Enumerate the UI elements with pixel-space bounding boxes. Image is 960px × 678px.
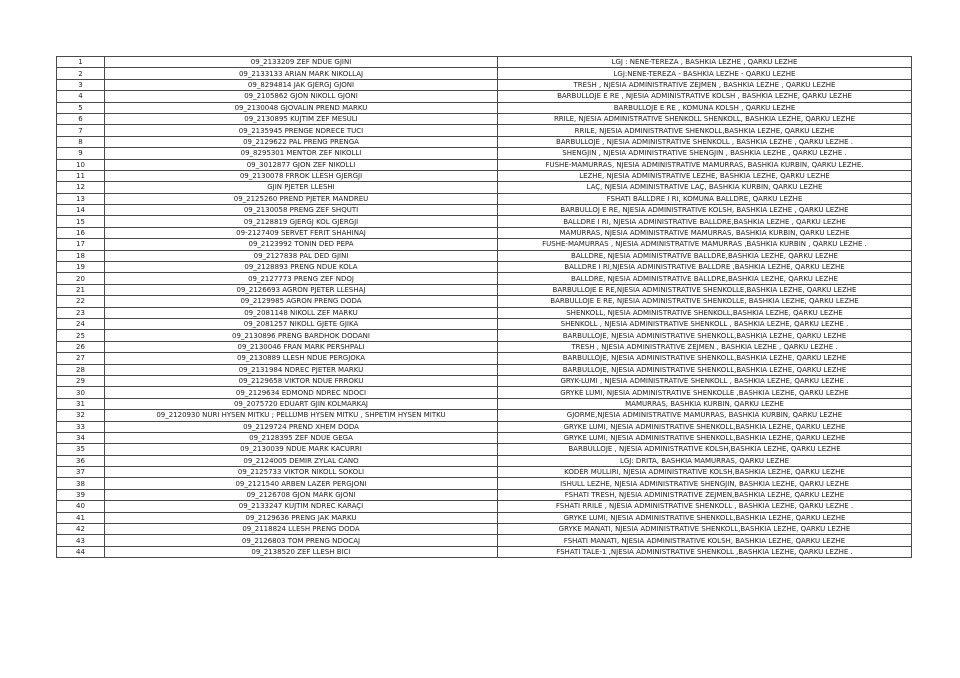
location-cell: GRYKE LUMI, NJESIA ADMINISTRATIVE SHENKOLL,BASHKIA LEZHE, QARKU LEZHE bbox=[498, 432, 912, 443]
parcel-owner-cell: 09_2130896 PRENG BARDHOK DODANI bbox=[105, 330, 498, 341]
table-row bbox=[57, 467, 912, 478]
parcel-owner-cell: 09_2133247 KUJTIM NDREC KARAÇI bbox=[105, 501, 498, 512]
location-cell: BARBULLOJE E RE, NJESIA ADMINISTRATIVE SHENKOLLE, BASHKIA LEZHE, QARKU LEZHE bbox=[498, 296, 912, 307]
row-number-cell: 27 bbox=[57, 353, 105, 364]
row-number-cell: 44 bbox=[57, 546, 105, 557]
row-number-cell: 33 bbox=[57, 421, 105, 432]
row-number-cell: 3 bbox=[57, 79, 105, 90]
registry-table bbox=[56, 56, 912, 558]
parcel-owner-cell: 09_2130046 FRAN MARK PERSHPALI bbox=[105, 341, 498, 352]
table-row bbox=[57, 91, 912, 102]
location-cell: BALLDRE I RI,NJESIA ADMINISTRATIVE BALLDRE ,BASHKIA LEZHE, QARKU LEZHE bbox=[498, 262, 912, 273]
parcel-owner-cell: 09_2138520 ZEF LLESH BICI bbox=[105, 546, 498, 557]
row-number-cell: 23 bbox=[57, 307, 105, 318]
table-row bbox=[57, 387, 912, 398]
table-row bbox=[57, 227, 912, 238]
parcel-owner-cell: 09_2123992 TONIN DED PEPA bbox=[105, 239, 498, 250]
row-number-cell: 30 bbox=[57, 387, 105, 398]
row-number-cell: 20 bbox=[57, 273, 105, 284]
parcel-owner-cell: 09_2129634 EDMOND NDREC NDOCI bbox=[105, 387, 498, 398]
parcel-owner-cell: 09_2133209 ZEF NDUE GJINI bbox=[105, 57, 498, 68]
row-number-cell: 32 bbox=[57, 410, 105, 421]
table-row bbox=[57, 410, 912, 421]
location-cell: MAMURRAS, BASHKIA KURBIN, QARKU LEZHE bbox=[498, 398, 912, 409]
parcel-owner-cell: 09_2125260 PREND PJETER MANDREU bbox=[105, 193, 498, 204]
location-cell: RRILE, NJESIA ADMINISTRATIVE SHENKOLL SHENKOLL, BASHKIA LEZHE, QARKU LEZHE bbox=[498, 113, 912, 124]
parcel-owner-cell: 09_2125733 VIKTOR NIKOLL SOKOLI bbox=[105, 467, 498, 478]
table-row bbox=[57, 455, 912, 466]
location-cell: RRILE, NJESIA ADMINISTRATIVE SHENKOLL,BASHKIA LEZHE, QARKU LEZHE bbox=[498, 125, 912, 136]
location-cell: LGJ : NENE-TEREZA , BASHKIA LEZHE , QARKU LEZHE bbox=[498, 57, 912, 68]
parcel-owner-cell: 09_2129622 PAL PRENG PRENGA bbox=[105, 136, 498, 147]
parcel-owner-cell: 09_2129658 VIKTOR NDUE FRROKU bbox=[105, 375, 498, 386]
table-row bbox=[57, 307, 912, 318]
row-number-cell: 24 bbox=[57, 318, 105, 329]
table-row bbox=[57, 113, 912, 124]
location-cell: FSHATI TALE-1 ,NJESIA ADMINISTRATIVE SHENKOLL ,BASHKIA LEZHE, QARKU LEZHE . bbox=[498, 546, 912, 557]
parcel-owner-cell: 09_2130039 NDUE MARK KACURRI bbox=[105, 444, 498, 455]
table-row bbox=[57, 159, 912, 170]
location-cell: TRESH , NJESIA ADMINISTRATIVE ZEJMEN , BASHKIA LEZHE , QARKU LEZHE bbox=[498, 79, 912, 90]
table-row bbox=[57, 512, 912, 523]
registry-table-body bbox=[57, 57, 912, 558]
parcel-owner-cell: GJIN PJETER LLESHI bbox=[105, 182, 498, 193]
row-number-cell: 18 bbox=[57, 250, 105, 261]
parcel-owner-cell: 09_2105862 GJON NIKOLL GJONI bbox=[105, 91, 498, 102]
row-number-cell: 37 bbox=[57, 467, 105, 478]
row-number-cell: 36 bbox=[57, 455, 105, 466]
parcel-owner-cell: 09_2135945 PRENGE NDRECE TUCI bbox=[105, 125, 498, 136]
row-number-cell: 38 bbox=[57, 478, 105, 489]
row-number-cell: 21 bbox=[57, 284, 105, 295]
location-cell: MAMURRAS, NJESIA ADMINISTRATIVE MAMURRAS, BASHKIA KURBIN, QARKU LEZHE bbox=[498, 227, 912, 238]
row-number-cell: 17 bbox=[57, 239, 105, 250]
table-row bbox=[57, 205, 912, 216]
location-cell: SHENKOLL , NJESIA ADMINISTRATIVE SHENKOLL , BASHKIA LEZHE, QARKU LEZHE . bbox=[498, 318, 912, 329]
location-cell: BARBULLOJ E RE, NJESIA ADMINISTRATIVE KOLSH, BASHKIA LEZHE , QARKU LEZHE bbox=[498, 205, 912, 216]
location-cell: GRYKE MANATI, NJESIA ADMINISTRATIVE SHENKOLL,BASHKIA LEZHE, QARKU LEZHE bbox=[498, 524, 912, 535]
row-number-cell: 40 bbox=[57, 501, 105, 512]
table-row bbox=[57, 193, 912, 204]
parcel-owner-cell: 09_2128893 PRENG NDUE KOLA bbox=[105, 262, 498, 273]
row-number-cell: 41 bbox=[57, 512, 105, 523]
row-number-cell: 42 bbox=[57, 524, 105, 535]
location-cell: FSHATI RRILE , NJESIA ADMINISTRATIVE SHENKOLL , BASHKIA LEZHE, QARKU LEZHE . bbox=[498, 501, 912, 512]
table-row bbox=[57, 136, 912, 147]
table-row bbox=[57, 375, 912, 386]
table-row bbox=[57, 262, 912, 273]
row-number-cell: 11 bbox=[57, 170, 105, 181]
parcel-owner-cell: 09_2126708 GJON MARK GJONI bbox=[105, 489, 498, 500]
table-row bbox=[57, 398, 912, 409]
row-number-cell: 22 bbox=[57, 296, 105, 307]
parcel-owner-cell: 09_2127773 PRENG ZEF NDOJ bbox=[105, 273, 498, 284]
table-row bbox=[57, 57, 912, 68]
location-cell: BARBULLOJE , NJESIA ADMINISTRATIVE SHENKOLL , BASHKIA LEZHE , QARKU LEZHE . bbox=[498, 136, 912, 147]
location-cell: FUSHE-MAMURRAS , NJESIA ADMINISTRATIVE MAMURRAS ,BASHKIA KURBIN , QARKU LEZHE . bbox=[498, 239, 912, 250]
row-number-cell: 25 bbox=[57, 330, 105, 341]
parcel-owner-cell: 09_2129636 PRENG JAK MARKU bbox=[105, 512, 498, 523]
row-number-cell: 12 bbox=[57, 182, 105, 193]
location-cell: FUSHE-MAMURRAS, NJESIA ADMINISTRATIVE MAMURRAS, BASHKIA KURBIN, QARKU LEZHE. bbox=[498, 159, 912, 170]
location-cell: LGJ: DRITA, BASHKIA MAMURRAS, QARKU LEZHE bbox=[498, 455, 912, 466]
location-cell: GRYKE LUMI, NJESIA ADMINISTRATIVE SHENKOLLE ,BASHKIA LEZHE, QARKU LEZHE bbox=[498, 387, 912, 398]
parcel-owner-cell: 09_2133133 ARIAN MARK NIKOLLAJ bbox=[105, 68, 498, 79]
table-row bbox=[57, 79, 912, 90]
parcel-owner-cell: 09_2127838 PAL DED GJINI bbox=[105, 250, 498, 261]
row-number-cell: 29 bbox=[57, 375, 105, 386]
row-number-cell: 16 bbox=[57, 227, 105, 238]
parcel-owner-cell: 09_2081257 NIKOLL GJETE GJIKA bbox=[105, 318, 498, 329]
parcel-owner-cell: 09_2131984 NDREC PJETER MARKU bbox=[105, 364, 498, 375]
parcel-owner-cell: 09_2130895 KUJTIM ZEF MESULI bbox=[105, 113, 498, 124]
parcel-owner-cell: 09_2126803 TOM PRENG NDOCAJ bbox=[105, 535, 498, 546]
location-cell: FSHATI BALLDRE I RI, KOMUNA BALLDRE, QARKU LEZHE bbox=[498, 193, 912, 204]
table-row bbox=[57, 182, 912, 193]
table-row bbox=[57, 330, 912, 341]
location-cell: GRYKE LUMI, NJESIA ADMINISTRATIVE SHENKOLL,BASHKIA LEZHE, QARKU LEZHE bbox=[498, 421, 912, 432]
row-number-cell: 31 bbox=[57, 398, 105, 409]
location-cell: LGJ:NENE-TEREZA - BASHKIA LEZHE - QARKU LEZHE bbox=[498, 68, 912, 79]
row-number-cell: 35 bbox=[57, 444, 105, 455]
location-cell: KODER MULLIRI, NJESIA ADMINISTRATIVE KOLSH,BASHKIA LEZHE, QARKU LEZHE bbox=[498, 467, 912, 478]
table-row bbox=[57, 296, 912, 307]
parcel-owner-cell: 09_2124005 DEMIR ZYLAL CANO bbox=[105, 455, 498, 466]
table-row bbox=[57, 125, 912, 136]
row-number-cell: 13 bbox=[57, 193, 105, 204]
parcel-owner-cell: 09_8295301 MENTOR ZEF NIKOLLI bbox=[105, 148, 498, 159]
table-row bbox=[57, 524, 912, 535]
table-row bbox=[57, 250, 912, 261]
table-row bbox=[57, 501, 912, 512]
parcel-owner-cell: 09_2128819 GJERGJ KOL GJERGJI bbox=[105, 216, 498, 227]
row-number-cell: 7 bbox=[57, 125, 105, 136]
table-row bbox=[57, 239, 912, 250]
location-cell: LEZHE, NJESIA ADMINISTRATIVE LEZHE, BASHKIA LEZHE, QARKU LEZHE bbox=[498, 170, 912, 181]
parcel-owner-cell: 09_2129724 PREND XHEM DODA bbox=[105, 421, 498, 432]
table-row bbox=[57, 102, 912, 113]
table-row bbox=[57, 353, 912, 364]
parcel-owner-cell: 09_2130058 PRENG ZEF SHQUTI bbox=[105, 205, 498, 216]
location-cell: LAÇ, NJESIA ADMINISTRATIVE LAÇ, BASHKIA KURBIN, QARKU LEZHE bbox=[498, 182, 912, 193]
row-number-cell: 4 bbox=[57, 91, 105, 102]
location-cell: GRYKE LUMI, NJESIA ADMINISTRATIVE SHENKOLL,BASHKIA LEZHE, QARKU LEZHE bbox=[498, 512, 912, 523]
location-cell: GJORME,NJESIA ADMINISTRATIVE MAMURRAS, BASHKIA KURBIN, QARKU LEZHE bbox=[498, 410, 912, 421]
location-cell: SHENGJIN , NJESIA ADMINISTRATIVE SHENGJIN , BASHKIA LEZHE , QARKU LEZHE . bbox=[498, 148, 912, 159]
table-row bbox=[57, 341, 912, 352]
parcel-owner-cell: 09_2130078 FRROK LLESH GJERGJI bbox=[105, 170, 498, 181]
table-row bbox=[57, 148, 912, 159]
row-number-cell: 15 bbox=[57, 216, 105, 227]
row-number-cell: 28 bbox=[57, 364, 105, 375]
row-number-cell: 1 bbox=[57, 57, 105, 68]
location-cell: BALLDRE, NJESIA ADMINISTRATIVE BALLDRE,BASHKIA LEZHE, QARKU LEZHE bbox=[498, 273, 912, 284]
parcel-owner-cell: 09-2127409 SERVET FERIT SHAHINAJ bbox=[105, 227, 498, 238]
table-row bbox=[57, 170, 912, 181]
location-cell: TRESH , NJESIA ADMINISTRATIVE ZEJMEN , BASHKIA LEZHE , QARKU LEZHE . bbox=[498, 341, 912, 352]
row-number-cell: 26 bbox=[57, 341, 105, 352]
location-cell: BARBULLOJE, NJESIA ADMINISTRATIVE SHENKOLL,BASHKIA LEZHE, QARKU LEZHE bbox=[498, 353, 912, 364]
parcel-owner-cell: 09_2130889 LLESH NDUE PERGJOKA bbox=[105, 353, 498, 364]
location-cell: SHENKOLL, NJESIA ADMINISTRATIVE SHENKOLL,BASHKIA LEZHE, QARKU LEZHE bbox=[498, 307, 912, 318]
parcel-owner-cell: 09_2118824 LLESH PRENG DODA bbox=[105, 524, 498, 535]
parcel-owner-cell: 09_2126693 AGRON PJETER LLESHAJ bbox=[105, 284, 498, 295]
location-cell: ISHULL LEZHE, NJESIA ADMINISTRATIVE SHENGJIN, BASHKIA LEZHE, QARKU LEZHE bbox=[498, 478, 912, 489]
parcel-owner-cell: 09_2129985 AGRON PRENG DODA bbox=[105, 296, 498, 307]
parcel-owner-cell: 09_2120930 NURI HYSEN MITKU ; PELLUMB HYSEN MITKU , SHPETIM HYSEN MITKU bbox=[105, 410, 498, 421]
location-cell: GRYK-LUMI , NJESIA ADMINISTRATIVE SHENKOLL , BASHKIA LEZHE, QARKU LEZHE . bbox=[498, 375, 912, 386]
parcel-owner-cell: 09_2081148 NIKOLL ZEF MARKU bbox=[105, 307, 498, 318]
table-row bbox=[57, 546, 912, 557]
row-number-cell: 43 bbox=[57, 535, 105, 546]
row-number-cell: 19 bbox=[57, 262, 105, 273]
location-cell: BARBULLOJE , NJESIA ADMINISTRATIVE KOLSH,BASHKIA LEZHE, QARKU LEZHE bbox=[498, 444, 912, 455]
table-row bbox=[57, 489, 912, 500]
row-number-cell: 10 bbox=[57, 159, 105, 170]
parcel-owner-cell: 09_2128395 ZEF NDUE GEGA bbox=[105, 432, 498, 443]
row-number-cell: 5 bbox=[57, 102, 105, 113]
row-number-cell: 34 bbox=[57, 432, 105, 443]
table-row bbox=[57, 478, 912, 489]
table-row bbox=[57, 364, 912, 375]
parcel-owner-cell: 09_8294814 JAK GJERGJ GJONI bbox=[105, 79, 498, 90]
parcel-owner-cell: 09_2075720 EDUART GJIN KOLMARKAJ bbox=[105, 398, 498, 409]
table-row bbox=[57, 216, 912, 227]
location-cell: BALLDRE, NJESIA ADMINISTRATIVE BALLDRE,BASHKIA LEZHE, QARKU LEZHE bbox=[498, 250, 912, 261]
location-cell: BARBULLOJE E RE , NJESIA ADMINISTRATIVE KOLSH , BASHKIA LEZHE, QARKU LEZHE bbox=[498, 91, 912, 102]
table-row bbox=[57, 273, 912, 284]
location-cell: BALLDRE I RI, NJESIA ADMINISTRATIVE BALLDRE,BASHKIA LEZHE , QARKU LEZHE bbox=[498, 216, 912, 227]
parcel-owner-cell: 09_2121540 ARBEN LAZER PERGJONI bbox=[105, 478, 498, 489]
table-row bbox=[57, 444, 912, 455]
table-row bbox=[57, 318, 912, 329]
row-number-cell: 6 bbox=[57, 113, 105, 124]
table-row bbox=[57, 421, 912, 432]
row-number-cell: 14 bbox=[57, 205, 105, 216]
row-number-cell: 2 bbox=[57, 68, 105, 79]
row-number-cell: 9 bbox=[57, 148, 105, 159]
location-cell: BARBULLOJE E RE , KOMUNA KOLSH , QARKU LEZHE bbox=[498, 102, 912, 113]
row-number-cell: 8 bbox=[57, 136, 105, 147]
parcel-owner-cell: 09_3012877 GJON ZEF NIKOLLI bbox=[105, 159, 498, 170]
parcel-owner-cell: 09_2130048 GJOVALIN PREND MARKU bbox=[105, 102, 498, 113]
location-cell: FSHATI MANATI, NJESIA ADMINISTRATIVE KOLSH, BASHKIA LEZHE, QARKU LEZHE bbox=[498, 535, 912, 546]
location-cell: BARBULLOJE E RE,NJESIA ADMINISTRATIVE SHENKOLLE,BASHKIA LEZHE, QARKU LEZHE bbox=[498, 284, 912, 295]
table-row bbox=[57, 68, 912, 79]
location-cell: FSHATI TRESH, NJESIA ADMINISTRATIVE ZEJMEN,BASHKIA LEZHE, QARKU LEZHE bbox=[498, 489, 912, 500]
location-cell: BARBULLOJE, NJESIA ADMINISTRATIVE SHENKOLL,BASHKIA LEZHE, QARKU LEZHE bbox=[498, 330, 912, 341]
table-row bbox=[57, 284, 912, 295]
table-row bbox=[57, 432, 912, 443]
row-number-cell: 39 bbox=[57, 489, 105, 500]
location-cell: BARBULLOJE, NJESIA ADMINISTRATIVE SHENKOLL,BASHKIA LEZHE, QARKU LEZHE bbox=[498, 364, 912, 375]
table-row bbox=[57, 535, 912, 546]
